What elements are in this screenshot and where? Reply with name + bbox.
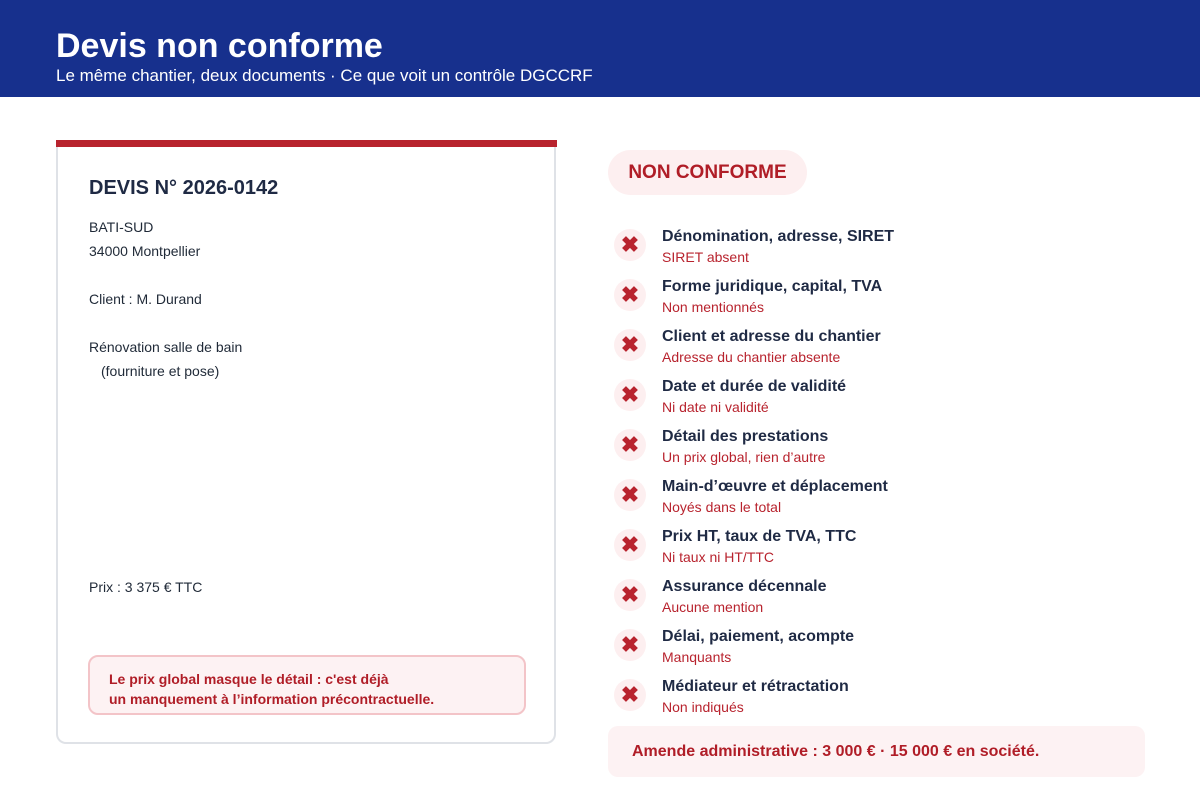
company-name: BATI-SUD [89,219,154,235]
checklist-item-title: Forme juridique, capital, TVA [662,278,883,295]
checklist-item-detail: Aucune mention [662,599,764,615]
checklist-item-detail: Manquants [662,649,732,665]
checklist-item-title: Détail des prestations [662,428,829,445]
x-mark-icon: ✖ [614,329,646,361]
page-subtitle: Le même chantier, deux documents · Ce que voit un contrôle DGCCRF [56,66,593,85]
page-title: Devis non conforme [56,27,383,65]
checklist-item-detail: Un prix global, rien d’autre [662,449,826,465]
client-name: Client : M. Durand [89,291,202,307]
checklist-item-title: Médiateur et rétractation [662,678,849,695]
checklist-item-detail: Ni date ni validité [662,399,769,415]
checklist-item-title: Assurance décennale [662,578,827,595]
document-accent-bar [56,140,557,147]
checklist-item [614,277,1154,325]
checklist-item-detail: Non mentionnés [662,299,764,315]
x-mark-icon: ✖ [614,429,646,461]
checklist-item [614,577,1154,625]
checklist-item-detail: SIRET absent [662,249,749,265]
checklist-item [614,627,1154,675]
warning-note-line-2: un manquement à l’information précontractuelle. [109,691,435,707]
x-mark-icon: ✖ [614,479,646,511]
checklist-item-detail: Ni taux ni HT/TTC [662,549,775,565]
company-city: 34000 Montpellier [89,243,201,259]
checklist-item [614,327,1154,375]
checklist-item [614,377,1154,425]
checklist-item-title: Prix HT, taux de TVA, TTC [662,528,857,545]
checklist-item-title: Délai, paiement, acompte [662,628,855,645]
checklist-item-title: Client et adresse du chantier [662,328,881,345]
total-price: Prix : 3 375 € TTC [89,579,203,595]
checklist-item-detail: Adresse du chantier absente [662,349,841,365]
x-mark-icon: ✖ [614,229,646,261]
checklist-item [614,227,1154,275]
warning-note-line-1: Le prix global masque le détail : c'est déjà [109,671,389,687]
warning-note [88,655,526,715]
work-description-detail: (fourniture et pose) [101,363,220,379]
checklist-item [614,677,1154,725]
checklist-item [614,527,1154,575]
checklist-item-detail: Noyés dans le total [662,499,782,515]
checklist-item [614,427,1154,475]
checklist-item [614,477,1154,525]
x-mark-icon: ✖ [614,279,646,311]
x-mark-icon: ✖ [614,379,646,411]
x-mark-icon: ✖ [614,529,646,561]
x-mark-icon: ✖ [614,629,646,661]
page-header [0,0,1200,97]
fine-banner: Amende administrative : 3 000 € · 15 000 € en société. [608,726,1145,777]
checklist-item-title: Date et durée de validité [662,378,847,395]
quote-document [56,140,556,744]
status-badge: NON CONFORME [608,150,807,195]
checklist-item-title: Main-d’œuvre et déplacement [662,478,888,495]
checklist-item-title: Dénomination, adresse, SIRET [662,228,895,245]
checklist-item-detail: Non indiqués [662,699,744,715]
work-description: Rénovation salle de bain [89,339,243,355]
x-mark-icon: ✖ [614,679,646,711]
quote-number: DEVIS N° 2026-0142 [89,177,279,199]
x-mark-icon: ✖ [614,579,646,611]
